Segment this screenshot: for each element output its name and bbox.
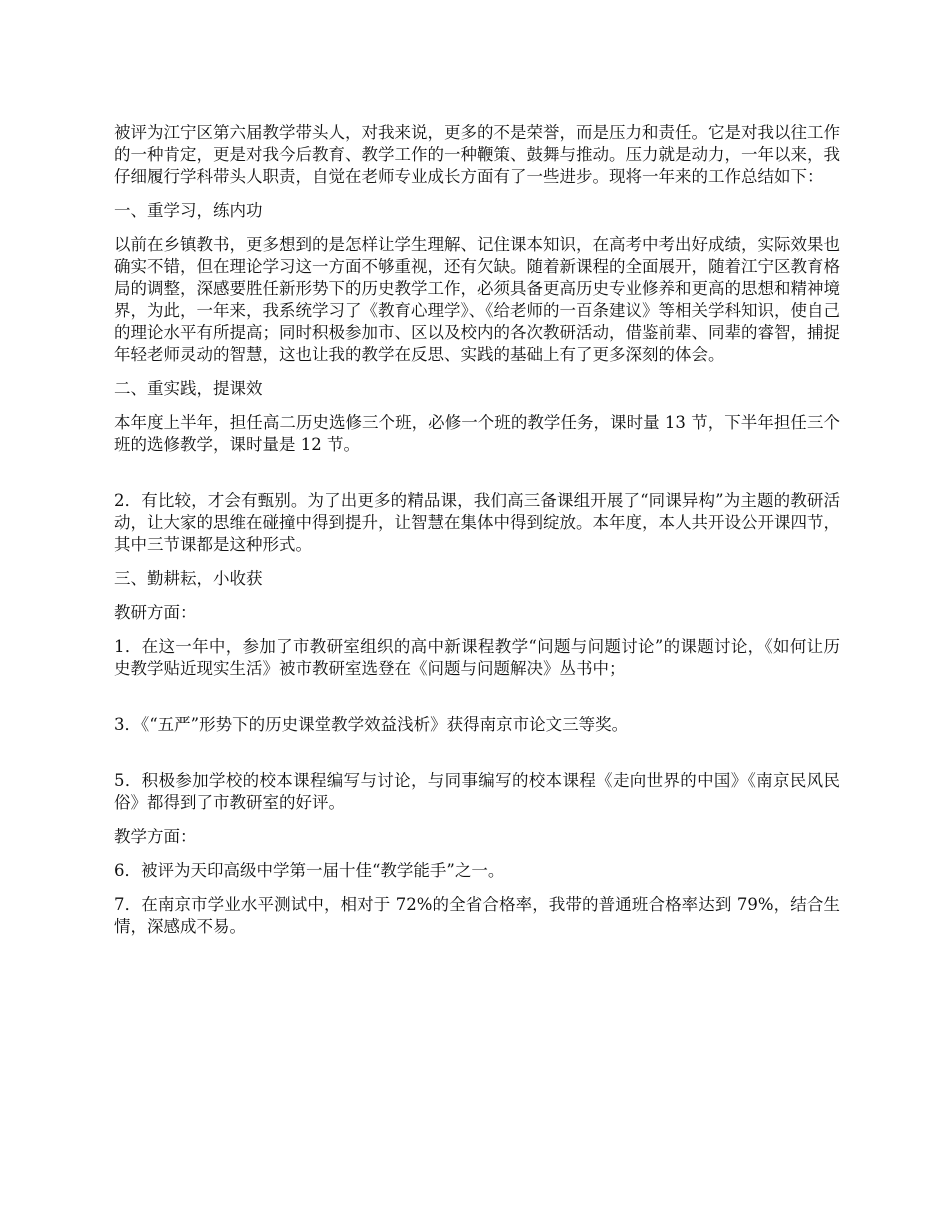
- research-item-5: 5．积极参加学校的校本课程编写与讨论，与同事编写的校本课程《走向世界的中国》《南京民风民俗》都得到了市教研室的好评。: [114, 771, 840, 812]
- document-body: [114, 122, 840, 950]
- comparison-paragraph: 2．有比较，才会有甄别。为了出更多的精品课，我们高三备课组开展了“同课异构”为主题的教研活动，让大家的思维在碰撞中得到提升，让智慧在集体中得到绽放。本年度，本人共开设公开课四节，其中三节课都是这种形式。: [114, 491, 840, 554]
- section-heading-practice: 二、重实践，提课效: [114, 379, 263, 398]
- subheading-research: 教研方面：: [114, 603, 197, 622]
- research-item-1: 1．在这一年中，参加了市教研室组织的高中新课程教学“问题与问题讨论”的课题讨论，《如何让历史教学贴近现实生活》被市教研室选登在《问题与问题解决》丛书中；: [114, 637, 840, 678]
- teaching-load-paragraph: 本年度上半年，担任高二历史选修三个班，必修一个班的教学任务，课时量 13 节，下半年担任三个班的选修教学，课时量是 12 节。: [114, 413, 840, 454]
- blank-line: [114, 468, 840, 490]
- section-heading-study: 一、重学习，练内功: [114, 201, 263, 220]
- section-heading-harvest: 三、勤耕耘，小收获: [114, 569, 263, 588]
- research-item-3: 3．《“五严”形势下的历史课堂教学效益浅析》获得南京市论文三等奖。: [114, 715, 629, 734]
- intro-paragraph: 被评为江宁区第六届教学带头人，对我来说，更多的不是荣誉，而是压力和责任。它是对我以往工作的一种肯定，更是对我今后教育、教学工作的一种鞭策、鼓舞与推动。压力就是动力，一年以来，我仔细履行学科带头人职责，自觉在老师专业成长方面有了一些进步。现将一年来的工作总结如下：: [114, 123, 840, 186]
- study-paragraph: 以前在乡镇教书，更多想到的是怎样让学生理解、记住课本知识，在高考中考出好成绩，实际效果也确实不错，但在理论学习这一方面不够重视，还有欠缺。随着新课程的全面展开，随着江宁区教育格局的调整，深感要胜任新形势下的历史教学工作，必须具备更高历史专业修养和更高的思想和精神境界，为此，一年来，我系统学习了《教育心理学》、《给老师的一百条建议》等相关学科知识，使自己的理论水平有所提高；同时积极参加市、区以及校内的各次教研活动，借鉴前辈、同辈的睿智，捕捉年轻老师灵动的智慧，这也让我的教学在反思、实践的基础上有了更多深刻的体会。: [114, 235, 840, 364]
- subheading-teaching: 教学方面：: [114, 827, 197, 846]
- blank-line: [114, 692, 840, 714]
- blank-line: [114, 748, 840, 770]
- teaching-item-6: 6．被评为天印高级中学第一届十佳“教学能手”之一。: [114, 861, 505, 880]
- teaching-item-7: 7．在南京市学业水平测试中，相对于 72%的全省合格率，我带的普通班合格率达到 79%，结合生情，深感成不易。: [114, 895, 840, 936]
